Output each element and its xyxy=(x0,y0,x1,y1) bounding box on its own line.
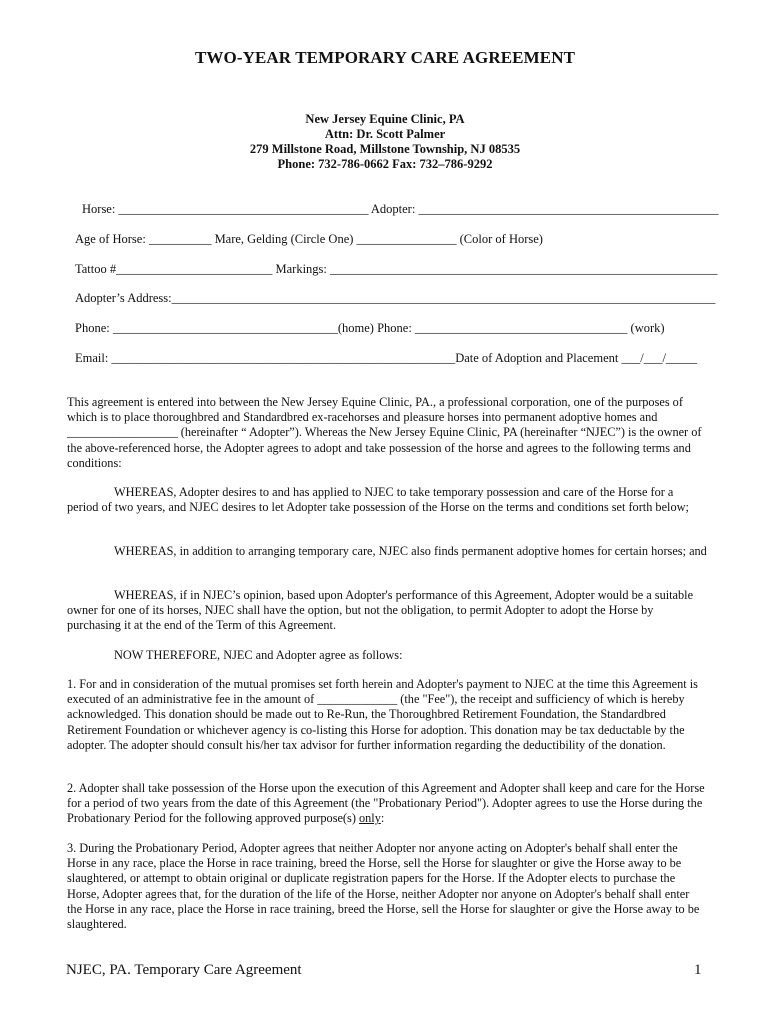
tattoo-markings-field[interactable]: Tattoo #_________________________ Markings: ______________________________________________________________ xyxy=(75,262,718,276)
document-title: TWO-YEAR TEMPORARY CARE AGREEMENT xyxy=(194,48,576,67)
clause-1: 1. For and in consideration of the mutual promises set forth herein and Adopter's payment to NJEC at the time this Agreement is executed of an administrative fee in the amount of _____________ (the "Fee"), the receipt and sufficiency of which is hereby acknowledged. This donation should be made out to Re-Run, the Thoroughbred Retirement Foundation, the Standardbred Retirement Foundation or whichever agency is co-listing this Horse for adoption. This donation may be tax deductable by the adopter. The adopter should consult his/her tax advisor for further information regarding the deductibility of the donation. xyxy=(67,677,698,752)
page-number: 1 xyxy=(694,962,702,978)
footer-title: NJEC, PA. Temporary Care Agreement xyxy=(66,962,302,978)
email-date-field[interactable]: Email: _______________________________________________________Date of Adoption and Placement ___/___/_____ xyxy=(75,351,698,365)
whereas-paragraph-2: WHEREAS, in addition to arranging temporary care, NJEC also finds permanent adoptive homes for certain horses; and xyxy=(114,544,707,558)
phone-field[interactable]: Phone: ____________________________________(home) Phone: __________________________________ (work) xyxy=(75,321,665,335)
clause-3: 3. During the Probationary Period, Adopter agrees that neither Adopter nor anyone acting on Adopter's behalf shall enter the Horse in any race, place the Horse in race training, breed the Horse, sell the Horse for slaughter or give the Horse away to be slaughtered, or attempt to obtain original or duplicate registration papers for the Horse. If the Adopter elects to purchase the Horse, Adopter agrees that, for the duration of the life of the Horse, neither Adopter nor anyone on Adopter's behalf shall enter the Horse in any race, place the Horse in race training, breed the Horse, sell the Horse for slaughter or give the Horse away to be slaughtered. xyxy=(67,841,700,932)
clinic-street: 279 Millstone Road, Millstone Township, NJ 08535 xyxy=(249,142,521,156)
whereas-paragraph-3: WHEREAS, if in NJEC’s opinion, based upon Adopter's performance of this Agreement, Adopter would be a suitable owner for one of its horses, NJEC shall have the option, but not the obligation, to permit Adopter to adopt the Horse by purchasing it at the end of the Term of this Agreement. xyxy=(67,588,694,633)
clinic-attention: Attn: Dr. Scott Palmer xyxy=(324,127,446,141)
clause-2: 2. Adopter shall take possession of the Horse upon the execution of this Agreement and Adopter shall keep and care for the Horse for a period of two years from the date of this Agreement (the "Probationary Period"). Adopter agrees to use the Horse during the Probationary Period for the following approved purpose(s) only: xyxy=(67,781,705,826)
horse-adopter-field[interactable]: Horse: ________________________________________ Adopter: ________________________________________________ xyxy=(82,202,719,216)
whereas-paragraph-1: WHEREAS, Adopter desires to and has applied to NJEC to take temporary possession and care of the Horse for a period of two years, and NJEC desires to let Adopter take possession of the Horse on the terms and conditions set forth below; xyxy=(67,485,689,515)
clinic-phone-fax: Phone: 732-786-0662 Fax: 732–786-9292 xyxy=(277,157,493,171)
now-therefore-paragraph: NOW THEREFORE, NJEC and Adopter agree as follows: xyxy=(114,648,403,662)
adopter-address-field[interactable]: Adopter’s Address:_______________________________________________________________________________________ xyxy=(75,291,716,305)
clinic-address-block xyxy=(0,112,770,172)
age-sex-color-field[interactable]: Age of Horse: __________ Mare, Gelding (Circle One) ________________ (Color of Horse) xyxy=(75,232,543,246)
intro-paragraph: This agreement is entered into between the New Jersey Equine Clinic, PA., a professional corporation, one of the purposes of which is to place thoroughbred and Standardbred ex-racehorses and pleasure horses into permanent adoptive homes and __________________ (hereinafter “ Adopter”). Whereas the New Jersey Equine Clinic, PA (hereinafter “NJEC”) is the owner of the above-referenced horse, the Adopter agrees to adopt and take possession of the horse and agrees to the following terms and conditions: xyxy=(67,395,702,470)
clinic-name: New Jersey Equine Clinic, PA xyxy=(305,112,465,126)
